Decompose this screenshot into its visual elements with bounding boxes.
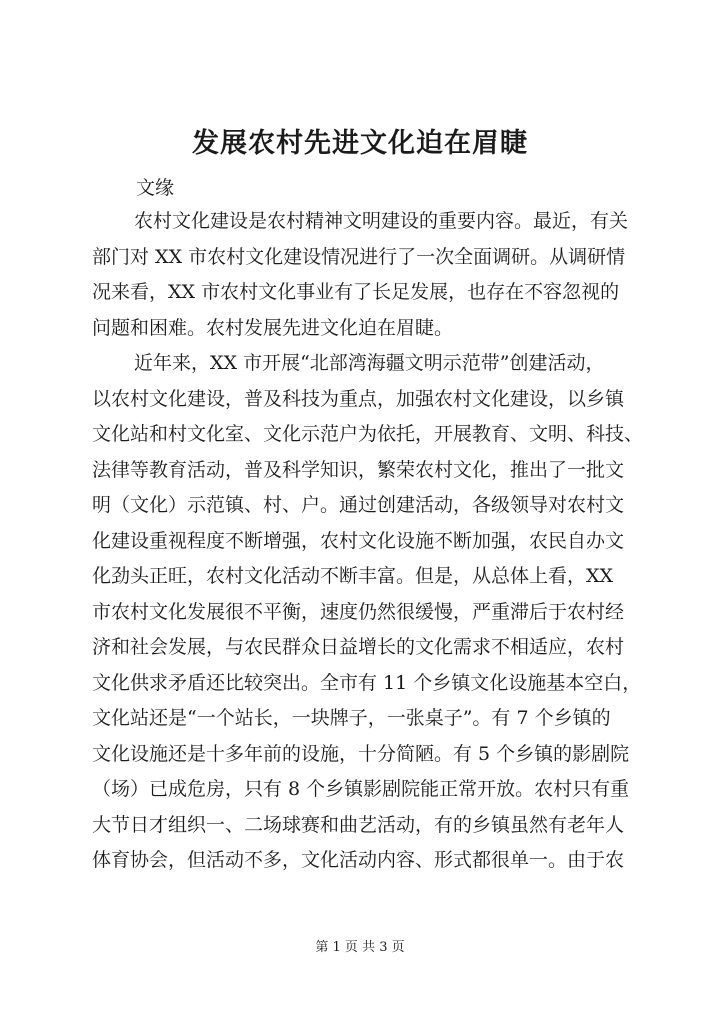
body-line: 化劲头正旺，农村文化活动不断丰富。但是，从总体上看，XX (92, 565, 614, 587)
body-line: 农村文化建设是农村精神文明建设的重要内容。最近，有关 (134, 210, 629, 232)
body-line: 况来看，XX 市农村文化事业有了长足发展，也存在不容忽视的 (92, 281, 620, 303)
body-line: 法律等教育活动，普及科学知识，繁荣农村文化，推出了一批文 (92, 458, 625, 481)
body-line: 问题和困难。农村发展先进文化迫在眉睫。 (92, 316, 454, 339)
document-author: 文缘 (136, 177, 175, 199)
body-line: 部门对 XX 市农村文化建设情况进行了一次全面调研。从调研情 (92, 245, 626, 268)
document-title: 发展农村先进文化迫在眉睫 (192, 128, 528, 159)
page-footer: 第 1 页 共 3 页 (315, 940, 405, 955)
body-line: 化建设重视程度不断增强，农村文化设施不断加强，农民自办文 (92, 529, 625, 552)
body-line: 近年来，XX 市开展“北部湾海疆文明示范带”创建活动， (134, 352, 605, 374)
document-body (92, 204, 644, 879)
body-line: 大节日才组织一、二场球赛和曲艺活动，有的乡镇虽然有老年人 (92, 813, 625, 836)
body-line: 文化站和村文化室、文化示范户为依托，开展教育、文明、科技、 (92, 423, 644, 445)
body-line: 文化供求矛盾还比较突出。全市有 11 个乡镇文化设施基本空白， (92, 671, 642, 694)
body-line: 体育协会，但活动不多，文化活动内容、形式都很单一。由于农 (92, 849, 625, 871)
body-line: 文化设施还是十多年前的设施，十分简陋。有 5 个乡镇的影剧院 (92, 742, 630, 765)
body-line: 文化站还是“一个站长，一块牌子，一张桌子”。有 7 个乡镇的 (92, 707, 611, 729)
body-line: 市农村文化发展很不平衡，速度仍然很缓慢，严重滞后于农村经 (92, 600, 625, 623)
body-line: 以农村文化建设，普及科技为重点，加强农村文化建设，以乡镇 (92, 387, 625, 410)
body-line: 济和社会发展，与农民群众日益增长的文化需求不相适应，农村 (92, 636, 625, 658)
body-line: （场）已成危房，只有 8 个乡镇影剧院能正常开放。农村只有重 (92, 778, 630, 800)
body-line: 明（文化）示范镇、村、户。通过创建活动，各级领导对农村文 (92, 494, 625, 516)
